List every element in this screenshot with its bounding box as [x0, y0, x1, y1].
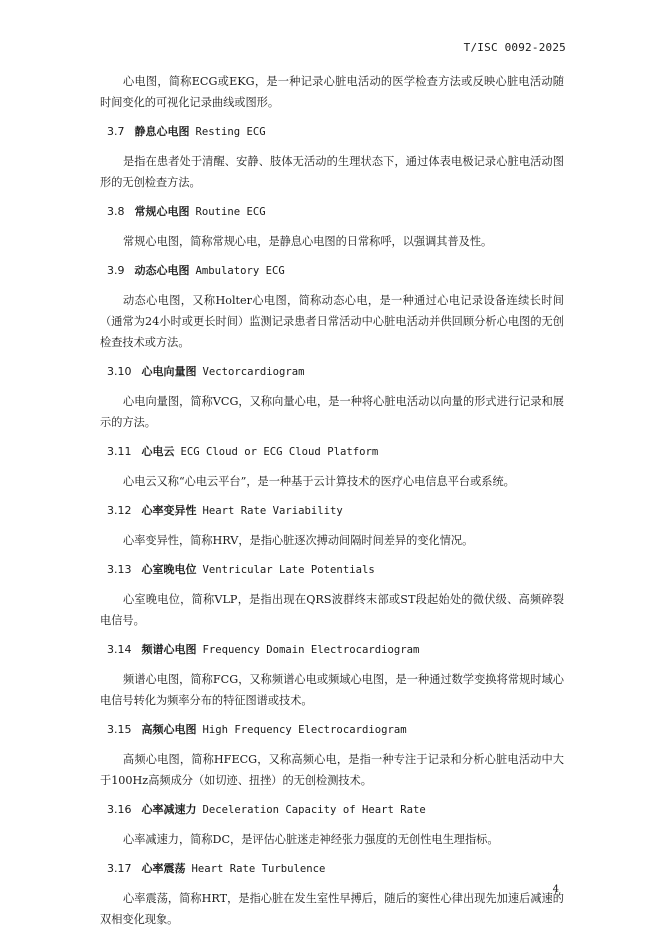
term-entry — [100, 263, 564, 353]
term-heading — [107, 503, 564, 519]
term-number: 3.8 — [107, 205, 125, 218]
term-heading — [107, 861, 564, 877]
term-heading — [107, 124, 564, 140]
term-number: 3.7 — [107, 125, 125, 138]
term-name-en: Deceleration Capacity of Heart Rate — [202, 804, 426, 816]
term-definition: 心电向量图，简称VCG，又称向量心电，是一种将心脏电活动以向量的形式进行记录和展示的方法。 — [100, 395, 564, 429]
term-entry — [100, 364, 564, 433]
intro-paragraph: 心电图，简称ECG或EKG，是一种记录心脏电活动的医学检查方法或反映心脏电活动随时间变化的可视化记录曲线或图形。 — [100, 75, 564, 109]
term-name-zh: 动态心电图 — [134, 264, 190, 277]
term-definition: 频谱心电图，简称FCG，又称频谱心电或频域心电图，是一种通过数学变换将常规时域心电信号转化为频率分布的特征图谱或技术。 — [100, 673, 564, 707]
term-entry — [100, 503, 564, 551]
term-number: 3.13 — [107, 563, 132, 576]
term-entry — [100, 722, 564, 791]
term-name-en: Resting ECG — [195, 126, 266, 138]
term-definition: 心率变异性，简称HRV，是指心脏逐次搏动间隔时间差异的变化情况。 — [123, 534, 474, 547]
page-number: 4 — [552, 884, 559, 895]
term-name-zh: 心电云 — [141, 445, 175, 458]
page-content — [100, 71, 564, 941]
term-name-en: Frequency Domain Electrocardiogram — [202, 644, 420, 656]
term-number: 3.16 — [107, 803, 132, 816]
term-heading — [107, 263, 564, 279]
term-heading — [107, 444, 564, 460]
term-name-en: Ventricular Late Potentials — [202, 564, 375, 576]
term-heading — [107, 642, 564, 658]
document-code: T/ISC 0092-2025 — [463, 41, 566, 54]
term-name-en: Heart Rate Turbulence — [191, 863, 326, 875]
term-definition: 动态心电图，又称Holter心电图，简称动态心电，是一种通过心电记录设备连续长时间（通常为24小时或更长时间）监测记录患者日常活动中心脏电活动并供回顾分析心电图的无创检查技术或方法。 — [100, 294, 564, 349]
term-definition: 心率减速力，简称DC，是评估心脏迷走神经张力强度的无创性电生理指标。 — [123, 833, 499, 846]
term-heading — [107, 364, 564, 380]
term-name-en: Ambulatory ECG — [195, 265, 285, 277]
term-definition: 是指在患者处于清醒、安静、肢体无活动的生理状态下，通过体表电极记录心脏电活动图形的无创检查方法。 — [100, 155, 564, 189]
term-entry — [100, 124, 564, 193]
term-definition: 心室晚电位，简称VLP，是指出现在QRS波群终末部或ST段起始处的微伏级、高频碎裂电信号。 — [100, 593, 564, 627]
term-name-en: Routine ECG — [195, 206, 266, 218]
term-name-zh: 心率减速力 — [141, 803, 197, 816]
term-name-zh: 频谱心电图 — [141, 643, 197, 656]
term-name-zh: 心率震荡 — [141, 862, 186, 875]
term-heading — [107, 722, 564, 738]
term-entry — [100, 444, 564, 492]
term-definition: 高频心电图，简称HFECG，又称高频心电，是指一种专注于记录和分析心脏电活动中大于100Hz高频成分（如切迹、扭挫）的无创检测技术。 — [100, 753, 564, 787]
term-name-zh: 心率变异性 — [141, 504, 197, 517]
term-entry — [100, 562, 564, 631]
term-name-zh: 心电向量图 — [141, 365, 197, 378]
term-entry — [100, 861, 564, 930]
term-number: 3.14 — [107, 643, 132, 656]
term-definition: 心率震荡，简称HRT，是指心脏在发生室性早搏后，随后的窦性心律出现先加速后减速的双相变化现象。 — [100, 892, 564, 926]
term-name-zh: 心室晚电位 — [141, 563, 197, 576]
term-entry — [100, 642, 564, 711]
term-definition: 心电云又称“心电云平台”，是一种基于云计算技术的医疗心电信息平台或系统。 — [123, 475, 515, 488]
term-name-zh: 常规心电图 — [134, 205, 190, 218]
term-number: 3.11 — [107, 445, 132, 458]
term-name-en: Heart Rate Variability — [202, 505, 343, 517]
term-heading — [107, 562, 564, 578]
term-number: 3.17 — [107, 862, 132, 875]
term-name-zh: 静息心电图 — [134, 125, 190, 138]
term-number: 3.15 — [107, 723, 132, 736]
term-entry — [100, 802, 564, 850]
term-name-zh: 高频心电图 — [141, 723, 197, 736]
term-name-en: High Frequency Electrocardiogram — [202, 724, 407, 736]
term-name-en: Vectorcardiogram — [202, 366, 305, 378]
term-heading — [107, 802, 564, 818]
term-definition: 常规心电图，简称常规心电，是静息心电图的日常称呼，以强调其普及性。 — [123, 235, 493, 248]
term-name-en: ECG Cloud or ECG Cloud Platform — [180, 446, 379, 458]
term-number: 3.9 — [107, 264, 125, 277]
term-heading — [107, 204, 564, 220]
term-number: 3.12 — [107, 504, 132, 517]
term-entry — [100, 204, 564, 252]
term-number: 3.10 — [107, 365, 132, 378]
